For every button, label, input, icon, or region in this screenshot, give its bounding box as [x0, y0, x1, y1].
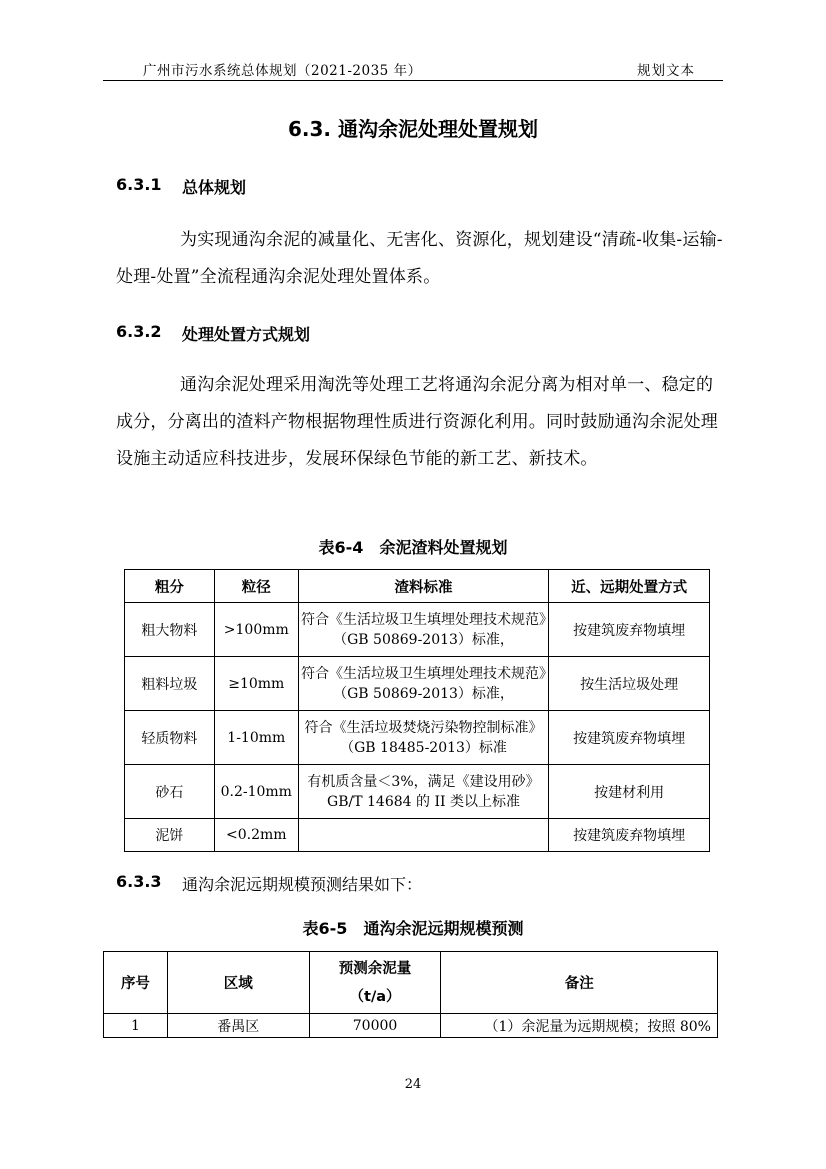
table-cell: （1）余泥量为远期规模；按照 80%	[441, 1014, 718, 1038]
table-cell: 按建筑废弃物填埋	[549, 819, 710, 852]
paragraph-text: 通沟余泥处理采用淘洗等处理工艺将通沟余泥分离为相对单一、稳定的成分，分离出的渣料产物根据物理性质进行资源化利用。同时鼓励通沟余泥处理设施主动适应科技进步，发展环保绿色节能的新工艺、新技术。	[116, 375, 718, 469]
header-line: （t/a）	[349, 988, 401, 1005]
header-cell: 备注	[441, 952, 718, 1014]
table-row	[125, 711, 710, 765]
table-cell: 符合《生活垃圾卫生填埋处理技术规范》（GB 50869-2013）标准，	[298, 603, 549, 657]
table-cell: 粗料垃圾	[125, 657, 215, 711]
header-cell: 近、远期处置方式	[549, 570, 710, 603]
header-document-type: 规划文本	[637, 63, 695, 79]
table-header-row	[125, 570, 710, 603]
table-cell: 符合《生活垃圾焚烧污染物控制标准》（GB 18485-2013）标准	[298, 711, 549, 765]
subsection-title: 总体规划	[182, 178, 247, 197]
table-caption-6-4: 表6-4 余泥渣料处置规划	[318, 538, 508, 557]
table-cell: 有机质含量＜3%，满足《建设用砂》GB/T 14684 的 II 类以上标准	[298, 765, 549, 819]
table-row	[125, 765, 710, 819]
header-cell: 区域	[167, 952, 309, 1014]
header-cell: 粒径	[214, 570, 298, 603]
table-row	[125, 819, 710, 852]
subsection-number: 6.3.2	[116, 322, 162, 341]
table-cell: 番禺区	[167, 1014, 309, 1038]
section-title: 6.3. 通沟余泥处理处置规划	[288, 117, 538, 141]
table-cell: 按建材利用	[549, 765, 710, 819]
paragraph-treatment-methods	[116, 367, 726, 478]
table-cell: <0.2mm	[214, 819, 298, 852]
table-cell: 符合《生活垃圾卫生填埋处理技术规范》（GB 50869-2013）标准，	[298, 657, 549, 711]
header-cell: 粗分	[125, 570, 215, 603]
subsection-number: 6.3.3	[116, 872, 162, 891]
header-line: 预测余泥量	[338, 960, 412, 977]
table-cell: 70000	[309, 1014, 441, 1038]
header-cell: 渣料标准	[298, 570, 549, 603]
page-number: 24	[404, 1077, 422, 1092]
residue-disposal-table	[124, 569, 710, 852]
subsection-title: 处理处置方式规划	[182, 325, 311, 344]
table-cell: 0.2-10mm	[214, 765, 298, 819]
subsection-text: 通沟余泥远期规模预测结果如下：	[182, 875, 423, 894]
page-header	[103, 56, 723, 81]
table-row	[104, 1014, 718, 1038]
table-cell	[298, 819, 549, 852]
table-caption-6-5: 表6-5 通沟余泥远期规模预测	[302, 919, 524, 938]
header-document-title: 广州市污水系统总体规划（2021-2035 年）	[143, 63, 422, 79]
paragraph-text: 为实现通沟余泥的减量化、无害化、资源化，规划建设“清疏-收集-运输-处理-处置”全流程通沟余泥处理处置体系。	[116, 230, 723, 287]
sludge-forecast-table	[103, 951, 718, 1038]
table-cell: 泥饼	[125, 819, 215, 852]
table-cell: 轻质物料	[125, 711, 215, 765]
table-header-row	[104, 952, 718, 1014]
table-cell: 1	[104, 1014, 168, 1038]
table-row	[125, 657, 710, 711]
table-cell: 粗大物料	[125, 603, 215, 657]
paragraph-overall-plan	[116, 222, 726, 296]
table-cell: 砂石	[125, 765, 215, 819]
subsection-number: 6.3.1	[116, 175, 162, 194]
header-cell	[309, 952, 441, 1014]
table-cell: 按生活垃圾处理	[549, 657, 710, 711]
table-cell: >100mm	[214, 603, 298, 657]
table-row	[125, 603, 710, 657]
table-cell: 按建筑废弃物填埋	[549, 711, 710, 765]
table-cell: 1-10mm	[214, 711, 298, 765]
header-cell: 序号	[104, 952, 168, 1014]
table-cell: ≥10mm	[214, 657, 298, 711]
table-cell: 按建筑废弃物填埋	[549, 603, 710, 657]
